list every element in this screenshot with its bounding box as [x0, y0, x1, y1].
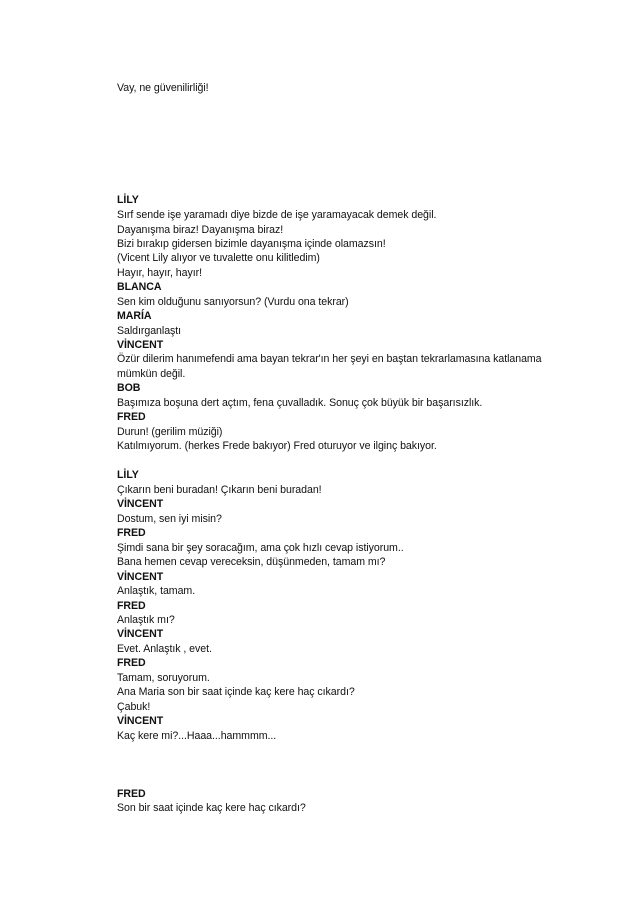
- dialogue-line: Bizi bırakıp gidersen bizimle dayanışma içinde olamazsın!: [117, 238, 386, 250]
- speaker-name: BLANCA: [117, 281, 162, 293]
- dialogue-line: Çabuk!: [117, 701, 151, 713]
- dialogue-line: Son bir saat içinde kaç kere haç cıkardı?: [117, 802, 306, 814]
- dialogue-line: Sen kim olduğunu sanıyorsun? (Vurdu ona tekrar): [117, 296, 349, 308]
- speaker-name: FRED: [117, 657, 146, 669]
- speaker-name: FRED: [117, 788, 146, 800]
- speaker-name: FRED: [117, 527, 146, 539]
- speaker-name: FRED: [117, 600, 146, 612]
- dialogue-line: Bana hemen cevap vereceksin, düşünmeden, tamam mı?: [117, 556, 386, 568]
- speaker-name: LİLY: [117, 194, 139, 206]
- speaker-name: VİNCENT: [117, 715, 164, 727]
- dialogue-line: Dayanışma biraz! Dayanışma biraz!: [117, 224, 284, 236]
- dialogue-line: Anlaştık mı?: [117, 614, 175, 626]
- dialogue-line: Durun! (gerilim müziği): [117, 426, 223, 438]
- dialogue-line: Vay, ne güvenilirliği!: [117, 82, 209, 94]
- dialogue-line: Anlaştık, tamam.: [117, 585, 196, 597]
- speaker-name: LİLY: [117, 469, 139, 481]
- dialogue-line: Çıkarın beni buradan! Çıkarın beni buradan!: [117, 484, 322, 496]
- dialogue-line: Hayır, hayır, hayır!: [117, 267, 202, 279]
- speaker-name: MARÍA: [117, 310, 152, 322]
- speaker-name: VİNCENT: [117, 628, 164, 640]
- dialogue-line: Saldırganlaştı: [117, 325, 182, 337]
- dialogue-line: (Vicent Lily alıyor ve tuvalette onu kilitledim): [117, 252, 320, 264]
- dialogue-line: Sırf sende işe yaramadı diye bizde de işe yaramayacak demek değil.: [117, 209, 437, 221]
- dialogue-line: Dostum, sen iyi misin?: [117, 513, 222, 525]
- dialogue-line: Katılmıyorum. (herkes Frede bakıyor) Fred oturuyor ve ilginç bakıyor.: [117, 440, 437, 452]
- dialogue-line: Ana Maria son bir saat içinde kaç kere haç cıkardı?: [117, 686, 355, 698]
- speaker-name: VİNCENT: [117, 498, 164, 510]
- speaker-name: FRED: [117, 411, 146, 423]
- dialogue-line: mümkün değil.: [117, 368, 186, 380]
- dialogue-line: Evet. Anlaştık , evet.: [117, 643, 212, 655]
- speaker-name: BOB: [117, 382, 141, 394]
- dialogue-line: Kaç kere mi?...Haaa...hammmm...: [117, 730, 277, 742]
- dialogue-line: Başımıza boşuna dert açtım, fena çuvalladık. Sonuç çok büyük bir başarısızlık.: [117, 397, 483, 409]
- dialogue-line: Özür dilerim hanımefendi ama bayan tekrar'ın her şeyi en baştan tekrarlamasına katlanama: [117, 353, 542, 365]
- dialogue-line: Tamam, soruyorum.: [117, 672, 210, 684]
- dialogue-line: Şimdi sana bir şey soracağım, ama çok hızlı cevap istiyorum..: [117, 542, 404, 554]
- speaker-name: VİNCENT: [117, 339, 164, 351]
- speaker-name: VİNCENT: [117, 571, 164, 583]
